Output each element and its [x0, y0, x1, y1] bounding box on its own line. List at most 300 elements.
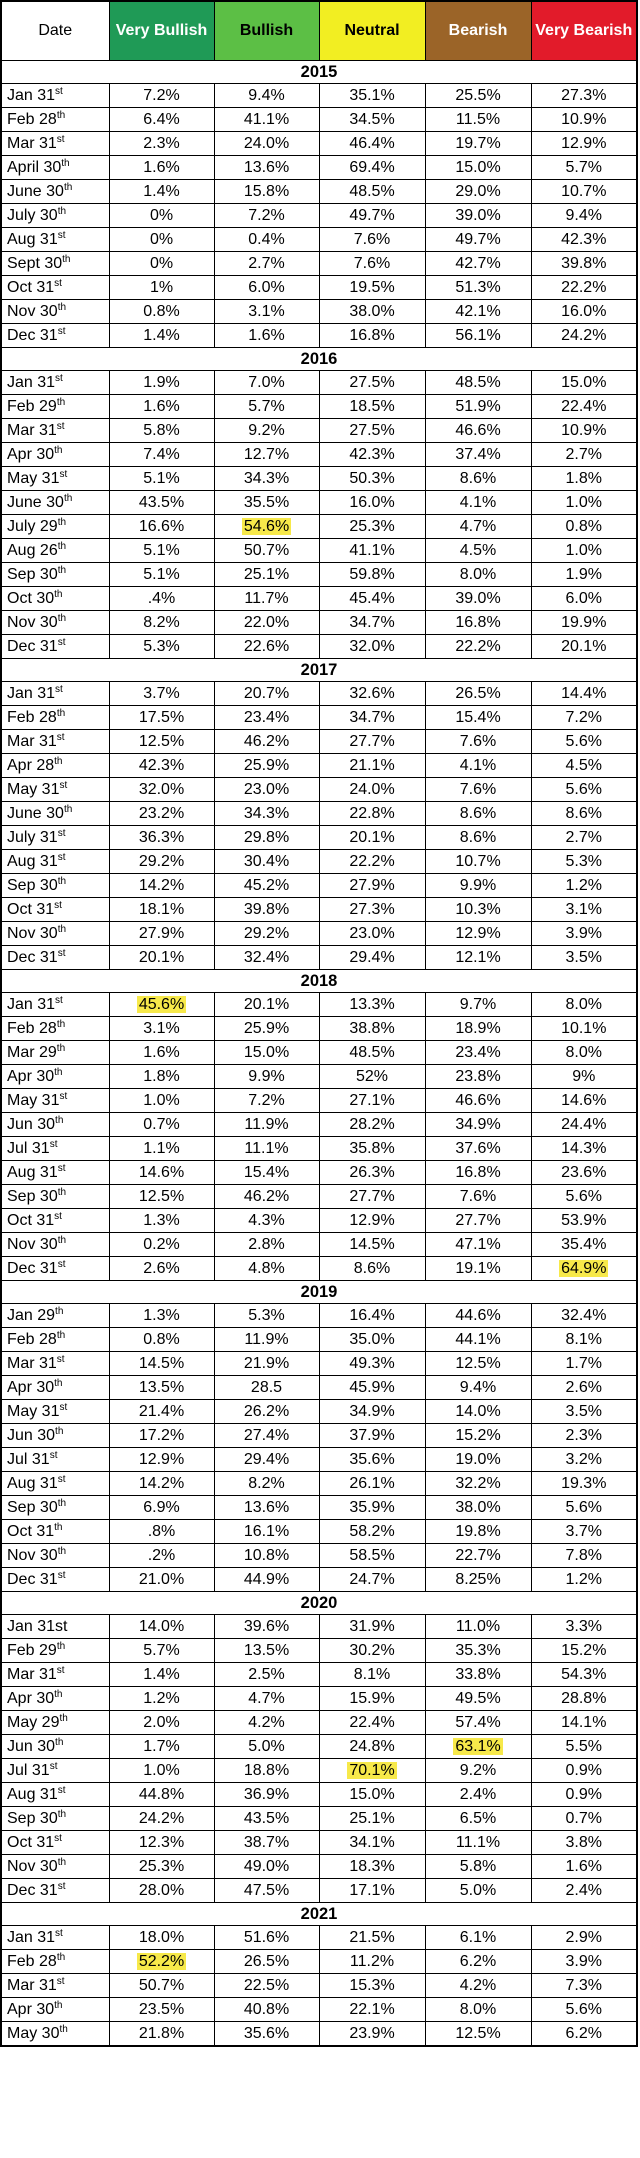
date-cell — [1, 1472, 109, 1496]
value-text: 12.9% — [138, 1450, 185, 1468]
value-text: 16.1% — [243, 1522, 290, 1540]
value-cell — [425, 1926, 531, 1950]
value-cell — [531, 1544, 637, 1568]
date-text: Jan 29 — [7, 1306, 56, 1324]
value-text: 2.7% — [565, 445, 602, 463]
value-text: 3.1% — [248, 302, 285, 320]
value-text: 3.8% — [565, 1833, 602, 1851]
date-cell — [1, 1185, 109, 1209]
value-cell — [109, 1855, 214, 1879]
value-text: 26.3% — [349, 1163, 395, 1181]
value-text: 2.9% — [565, 1928, 602, 1946]
date-ordinal-suffix: th — [57, 301, 67, 313]
value-cell — [109, 1089, 214, 1113]
value-text: 15.9% — [349, 1689, 395, 1707]
value-text: 46.6% — [455, 421, 501, 439]
value-cell — [531, 1065, 637, 1089]
value-cell — [214, 802, 319, 826]
value-text: 25.9% — [243, 1019, 290, 1037]
value-text: 18.0% — [138, 1928, 185, 1946]
value-text: 22.2% — [455, 637, 501, 655]
value-text: 4.1% — [459, 756, 497, 774]
date-text: May 30 — [7, 2024, 60, 2042]
value-cell — [425, 1639, 531, 1663]
value-cell — [425, 563, 531, 587]
table-row — [1, 1663, 637, 1687]
value-cell — [109, 132, 214, 156]
value-text: 12.5% — [455, 1354, 501, 1372]
value-cell — [109, 467, 214, 491]
value-cell — [531, 2022, 637, 2047]
value-cell — [214, 132, 319, 156]
value-cell — [319, 1831, 425, 1855]
value-text: 4.3% — [248, 1211, 285, 1229]
value-text: 0.7% — [565, 1809, 602, 1827]
value-cell — [425, 1520, 531, 1544]
value-cell — [425, 132, 531, 156]
value-text: 18.3% — [349, 1857, 395, 1875]
date-cell — [1, 993, 109, 1017]
date-cell — [1, 204, 109, 228]
date-text: Jan 31 — [7, 373, 56, 391]
date-text: Feb 28 — [7, 110, 57, 128]
date-text: Oct 31 — [7, 1211, 55, 1229]
value-text: 1.3% — [143, 1306, 180, 1324]
value-text: 9.2% — [248, 421, 285, 439]
value-text: 2.3% — [565, 1426, 602, 1444]
value-cell — [425, 371, 531, 395]
value-text: 2.3% — [143, 134, 180, 152]
date-cell — [1, 300, 109, 324]
value-text: 8.0% — [459, 2000, 497, 2018]
value-text: 8.6% — [353, 1259, 391, 1277]
table-row — [1, 826, 637, 850]
table-row — [1, 1544, 637, 1568]
value-text: 12.5% — [455, 2024, 501, 2042]
date-cell — [1, 156, 109, 180]
date-ordinal-suffix: th — [57, 205, 67, 217]
value-cell — [319, 1615, 425, 1639]
value-text: 18.8% — [243, 1761, 290, 1779]
date-ordinal-suffix: th — [56, 707, 66, 719]
value-text: 35.8% — [349, 1139, 395, 1157]
value-text: 21.0% — [138, 1570, 185, 1588]
table-row — [1, 922, 637, 946]
value-text: 8.6% — [565, 804, 602, 822]
value-text: 33.8% — [455, 1665, 501, 1683]
value-cell — [214, 1328, 319, 1352]
value-text: 26.2% — [243, 1402, 290, 1420]
value-cell — [214, 1041, 319, 1065]
value-cell — [425, 300, 531, 324]
date-cell — [1, 1974, 109, 1998]
value-text: 19.8% — [455, 1522, 501, 1540]
date-cell — [1, 1448, 109, 1472]
value-cell — [214, 1759, 319, 1783]
date-ordinal-suffix: st — [57, 1162, 66, 1174]
value-text: 5.0% — [459, 1881, 497, 1899]
value-text: 1.6% — [248, 326, 285, 344]
date-text: July 29 — [7, 517, 58, 535]
date-text: Aug 31 — [7, 1474, 58, 1492]
value-text: 30.4% — [243, 852, 290, 870]
value-cell — [425, 1855, 531, 1879]
value-text: 1.6% — [143, 397, 180, 415]
value-cell — [425, 1998, 531, 2022]
value-text: 14.3% — [561, 1139, 607, 1157]
value-text: 3.9% — [565, 924, 602, 942]
value-text: 25.1% — [243, 565, 290, 583]
value-cell — [214, 108, 319, 132]
date-text: Feb 28 — [7, 708, 57, 726]
value-text: 12.9% — [349, 1211, 395, 1229]
table-row — [1, 300, 637, 324]
value-text: 49.0% — [243, 1857, 290, 1875]
value-cell — [319, 108, 425, 132]
value-text: 23.8% — [455, 1067, 501, 1085]
date-text: Oct 31 — [7, 1522, 55, 1540]
date-ordinal-suffix: st — [57, 851, 66, 863]
date-ordinal-suffix: th — [57, 1497, 67, 1509]
value-cell — [214, 1855, 319, 1879]
value-text: 14.0% — [138, 1617, 185, 1635]
value-cell — [109, 778, 214, 802]
date-text: Mar 31 — [7, 421, 57, 439]
value-cell — [109, 1998, 214, 2022]
value-cell — [109, 228, 214, 252]
date-text: Jun 30 — [7, 1426, 56, 1444]
value-text: 10.7% — [561, 182, 607, 200]
value-text: 5.5% — [565, 1737, 602, 1755]
value-text: 45.4% — [349, 589, 395, 607]
value-text: 21.8% — [138, 2024, 185, 2042]
value-cell — [109, 1711, 214, 1735]
value-text: 5.6% — [565, 732, 602, 750]
value-cell — [531, 946, 637, 970]
date-ordinal-suffix: th — [59, 1712, 68, 1724]
value-text: 0.4% — [248, 230, 285, 248]
value-cell — [319, 1520, 425, 1544]
value-cell — [531, 156, 637, 180]
value-cell — [425, 1424, 531, 1448]
value-text: 27.5% — [349, 421, 395, 439]
value-cell — [531, 1209, 637, 1233]
value-text: 28.5 — [250, 1378, 283, 1396]
value-text: 16.8% — [349, 326, 395, 344]
date-cell — [1, 1257, 109, 1281]
date-cell — [1, 419, 109, 443]
table-row — [1, 1017, 637, 1041]
value-cell — [109, 1663, 214, 1687]
value-text: 1.7% — [143, 1737, 180, 1755]
value-cell — [214, 1161, 319, 1185]
value-text: 5.3% — [143, 637, 180, 655]
date-text: Apr 30 — [7, 1067, 55, 1085]
value-cell — [319, 1663, 425, 1687]
value-text: 1.6% — [565, 1857, 602, 1875]
date-ordinal-suffix: th — [54, 588, 63, 600]
value-text: 49.5% — [455, 1689, 501, 1707]
value-text: 1% — [149, 278, 174, 296]
value-text: 7.2% — [565, 708, 602, 726]
year-label: 2021 — [1, 1903, 637, 1926]
value-text: 24.0% — [243, 134, 290, 152]
value-text: 49.7% — [455, 230, 501, 248]
value-text: 1.2% — [565, 876, 602, 894]
date-cell — [1, 1855, 109, 1879]
value-cell — [425, 1711, 531, 1735]
value-text: 54.3% — [561, 1665, 607, 1683]
date-text: Nov 30 — [7, 302, 58, 320]
value-text: 44.1% — [455, 1330, 501, 1348]
date-text: Apr 30 — [7, 445, 55, 463]
date-text: Oct 31 — [7, 1833, 55, 1851]
value-cell — [109, 276, 214, 300]
date-text: Jun 30 — [7, 1737, 56, 1755]
table-row — [1, 1328, 637, 1352]
value-cell — [319, 1998, 425, 2022]
value-cell — [214, 1950, 319, 1974]
value-cell — [425, 1544, 531, 1568]
value-text: 11.9% — [244, 1115, 289, 1133]
date-text: Sep 30 — [7, 1187, 58, 1205]
value-text: 18.5% — [349, 397, 395, 415]
value-cell — [214, 1472, 319, 1496]
value-text: 50.3% — [349, 469, 395, 487]
value-cell — [109, 1352, 214, 1376]
year-label: 2017 — [1, 659, 637, 682]
value-cell — [425, 419, 531, 443]
date-text: Aug 31 — [7, 852, 58, 870]
table-row — [1, 156, 637, 180]
value-cell — [214, 84, 319, 108]
table-row — [1, 204, 637, 228]
value-text: 28.8% — [561, 1689, 607, 1707]
value-text: 23.6% — [561, 1163, 607, 1181]
date-text: June 30 — [7, 182, 64, 200]
value-text: 5.8% — [459, 1857, 497, 1875]
table-row — [1, 1065, 637, 1089]
date-text: Feb 28 — [7, 1952, 57, 1970]
date-text: Apr 30 — [7, 1689, 55, 1707]
value-text: 20.1% — [561, 637, 607, 655]
value-cell — [214, 395, 319, 419]
value-text: 8.0% — [565, 1043, 602, 1061]
value-cell — [109, 204, 214, 228]
value-cell — [109, 515, 214, 539]
value-text: 7.6% — [353, 254, 391, 272]
value-cell — [214, 563, 319, 587]
value-cell — [531, 1017, 637, 1041]
table-row — [1, 467, 637, 491]
value-text: 1.9% — [143, 373, 180, 391]
date-text: Nov 30 — [7, 924, 58, 942]
value-cell — [109, 1807, 214, 1831]
value-cell — [319, 156, 425, 180]
date-ordinal-suffix: th — [61, 157, 70, 169]
highlighted-value: 52.2% — [138, 1952, 185, 1970]
value-text: 38.7% — [243, 1833, 290, 1851]
value-cell — [214, 946, 319, 970]
value-cell — [214, 1496, 319, 1520]
value-cell — [109, 1328, 214, 1352]
value-text: 35.0% — [349, 1330, 395, 1348]
value-cell — [425, 515, 531, 539]
date-text: Apr 30 — [7, 1378, 55, 1396]
value-text: 13.6% — [243, 1498, 290, 1516]
date-ordinal-suffix: st — [57, 1569, 66, 1581]
date-text: Aug 31 — [7, 1163, 58, 1181]
date-cell — [1, 754, 109, 778]
value-text: 9% — [572, 1067, 596, 1085]
value-cell — [425, 682, 531, 706]
value-text: 11.9% — [244, 1330, 289, 1348]
date-text: Oct 30 — [7, 589, 55, 607]
date-text: Dec 31 — [7, 1881, 58, 1899]
value-cell — [531, 826, 637, 850]
value-text: 14.4% — [561, 684, 607, 702]
date-text: Nov 30 — [7, 613, 58, 631]
value-cell — [214, 1926, 319, 1950]
table-row — [1, 1496, 637, 1520]
value-text: 22.8% — [349, 804, 395, 822]
table-row — [1, 1831, 637, 1855]
value-text: 11.7% — [244, 589, 289, 607]
value-text: 9.4% — [565, 206, 602, 224]
value-cell — [319, 682, 425, 706]
date-cell — [1, 850, 109, 874]
value-text: 16.8% — [455, 1163, 501, 1181]
value-text: 35.6% — [349, 1450, 395, 1468]
date-ordinal-suffix: th — [56, 1951, 66, 1963]
value-cell — [109, 1304, 214, 1328]
value-text: 11.1% — [455, 1833, 501, 1851]
value-cell — [425, 1759, 531, 1783]
table-row — [1, 1041, 637, 1065]
value-text: 35.1% — [349, 86, 395, 104]
value-text: 30.2% — [349, 1641, 395, 1659]
date-ordinal-suffix: st — [54, 277, 62, 289]
date-text: Dec 31 — [7, 637, 58, 655]
date-ordinal-suffix: th — [55, 1425, 64, 1437]
value-cell — [531, 730, 637, 754]
value-cell — [531, 706, 637, 730]
date-ordinal-suffix: st — [49, 1449, 58, 1461]
value-cell — [319, 1376, 425, 1400]
value-cell — [531, 682, 637, 706]
value-cell — [109, 898, 214, 922]
date-text: May 31 — [7, 1091, 60, 1109]
table-row — [1, 730, 637, 754]
table-row — [1, 1926, 637, 1950]
date-text: Mar 31 — [7, 732, 57, 750]
table-row — [1, 371, 637, 395]
value-cell — [214, 1687, 319, 1711]
value-text: 26.1% — [349, 1474, 395, 1492]
value-cell — [319, 1041, 425, 1065]
value-text: 4.1% — [459, 493, 497, 511]
value-text: 19.7% — [455, 134, 501, 152]
table-row — [1, 1735, 637, 1759]
value-text: 0% — [149, 254, 174, 272]
table-row — [1, 1472, 637, 1496]
date-text: Jan 31 — [7, 1928, 56, 1946]
value-cell — [531, 635, 637, 659]
year-row — [1, 970, 637, 993]
value-text: 37.6% — [455, 1139, 501, 1157]
value-cell — [214, 1831, 319, 1855]
value-text: 0.7% — [143, 1115, 180, 1133]
date-text: Sep 30 — [7, 876, 58, 894]
date-text: Nov 30 — [7, 1857, 58, 1875]
value-cell — [109, 1759, 214, 1783]
date-cell — [1, 371, 109, 395]
value-cell — [214, 2022, 319, 2047]
value-cell — [319, 1472, 425, 1496]
value-cell — [319, 324, 425, 348]
value-text: 14.2% — [138, 1474, 185, 1492]
date-cell — [1, 706, 109, 730]
value-text: 26.5% — [455, 684, 501, 702]
value-cell — [531, 1233, 637, 1257]
value-cell — [425, 108, 531, 132]
value-cell — [214, 874, 319, 898]
value-cell — [109, 1424, 214, 1448]
value-text: 69.4% — [349, 158, 395, 176]
date-text: June 30 — [7, 804, 64, 822]
value-cell — [109, 1926, 214, 1950]
value-text: 8.1% — [565, 1330, 602, 1348]
value-cell — [214, 419, 319, 443]
table-row — [1, 802, 637, 826]
table-row — [1, 1352, 637, 1376]
value-text: 50.7% — [243, 541, 290, 559]
date-cell — [1, 539, 109, 563]
value-cell — [425, 276, 531, 300]
date-ordinal-suffix: th — [57, 1186, 67, 1198]
value-cell — [319, 1568, 425, 1592]
date-ordinal-suffix: th — [56, 1640, 66, 1652]
value-text: 11.0% — [455, 1617, 501, 1635]
value-text: 22.4% — [349, 1713, 395, 1731]
value-cell — [214, 1352, 319, 1376]
value-cell — [425, 2022, 531, 2047]
date-text: Oct 31 — [7, 278, 55, 296]
table-row — [1, 1400, 637, 1424]
date-ordinal-suffix: th — [54, 1377, 63, 1389]
date-cell — [1, 730, 109, 754]
value-cell — [319, 395, 425, 419]
value-cell — [214, 1257, 319, 1281]
date-text: Aug 26 — [7, 541, 58, 559]
value-cell — [425, 993, 531, 1017]
value-text: 10.3% — [455, 900, 501, 918]
value-cell — [531, 1831, 637, 1855]
value-text: 5.1% — [143, 565, 180, 583]
value-text: 7.8% — [565, 1546, 602, 1564]
value-cell — [319, 611, 425, 635]
date-cell — [1, 635, 109, 659]
value-text: 16.0% — [349, 493, 395, 511]
value-cell — [531, 204, 637, 228]
value-cell — [531, 1161, 637, 1185]
value-cell — [319, 1304, 425, 1328]
date-ordinal-suffix: th — [55, 1736, 64, 1748]
value-text: 11.2% — [349, 1952, 395, 1970]
value-text: 17.5% — [138, 708, 185, 726]
value-cell — [109, 1879, 214, 1903]
table-row — [1, 1209, 637, 1233]
